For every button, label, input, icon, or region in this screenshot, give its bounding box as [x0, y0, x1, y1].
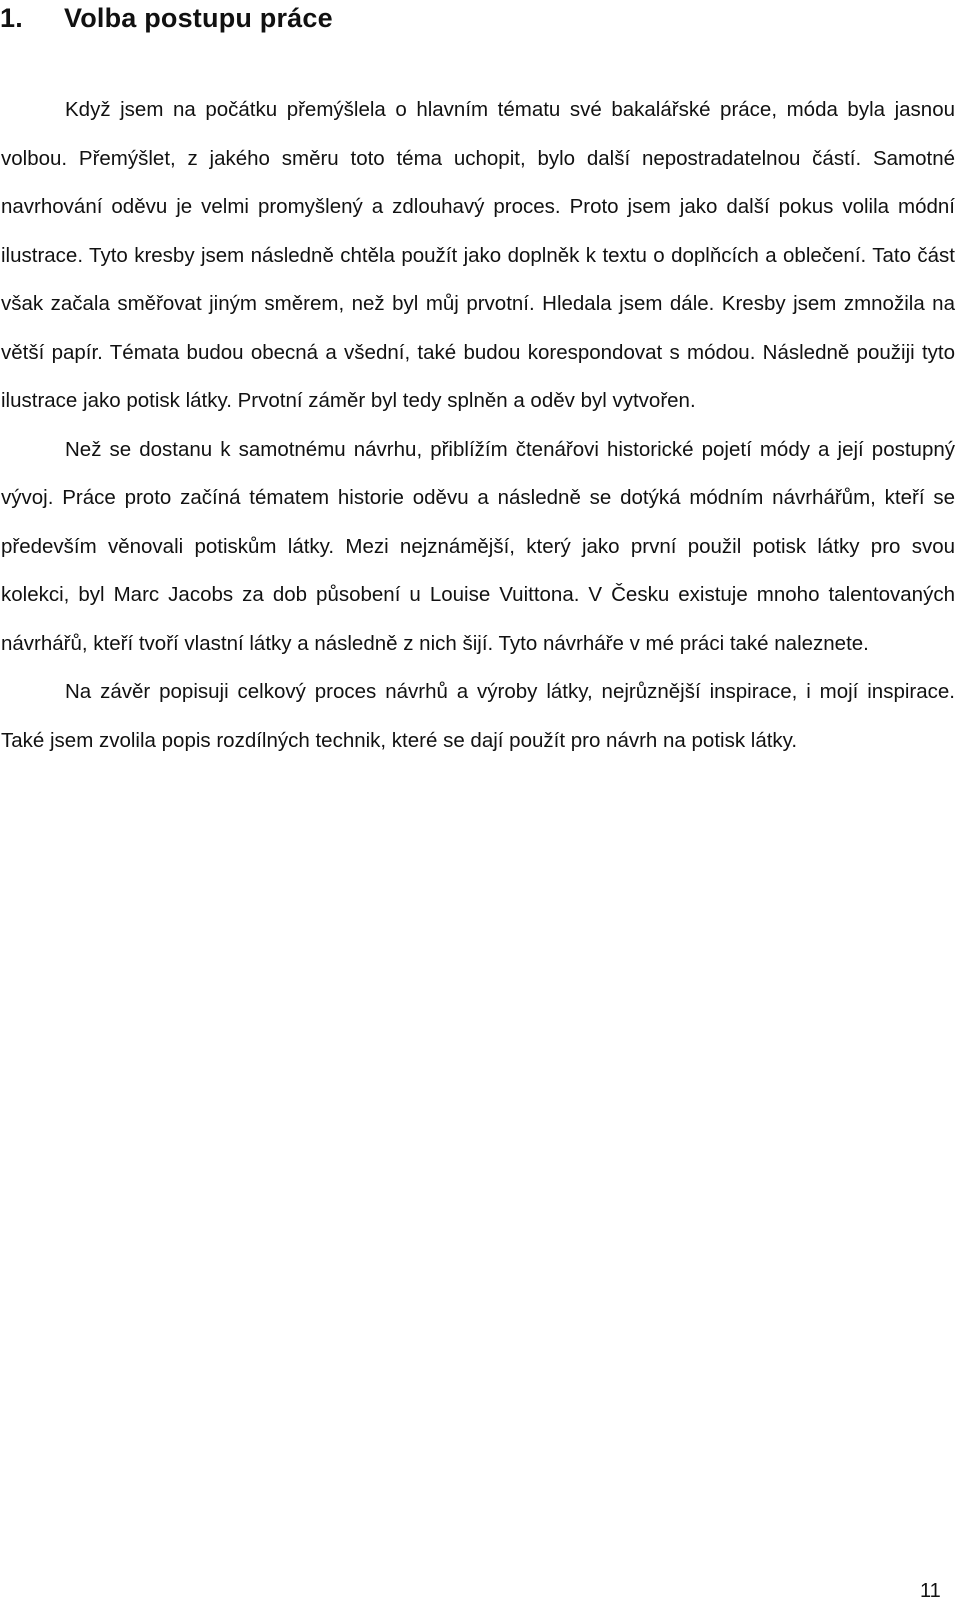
paragraph-2: Než se dostanu k samotnému návrhu, přiblížím čtenářovi historické pojetí módy a její postupný vývoj. Práce proto začíná tématem historie oděvu a následně se dotýká módním návrhářům, kteří se především věnovali potiskům látky. Mezi nejznámější, který jako první použil potisk látky pro svou kolekci, byl Marc Jacobs za dob působení u Louise Vuittona. V Česku existuje mnoho talentovaných návrhářů, kteří tvoří vlastní látky a následně z nich šijí. Tyto návrháře v mé práci také naleznete. [1, 437, 955, 655]
chapter-heading [0, 0, 333, 36]
chapter-number: 1. [0, 3, 23, 33]
paragraph-1: Když jsem na počátku přemýšlela o hlavním tématu své bakalářské práce, móda byla jasnou volbou. Přemýšlet, z jakého směru toto téma uchopit, bylo další nepostradatelnou částí. Samotné navrhování oděvu je velmi promyšlený a zdlouhavý proces. Proto jsem jako další pokus volila módní ilustrace. Tyto kresby jsem následně chtěla použít jako doplněk k textu o doplňcích a oblečení. Tato část však začala směřovat jiným směrem, než byl můj prvotní. Hledala jsem dále. Kresby jsem zmnožila na větší papír. Témata budou obecná a všední, také budou korespondovat s módou. Následně použiji tyto ilustrace jako potisk látky. Prvotní záměr byl tedy splněn a oděv byl vytvořen. [1, 98, 955, 412]
chapter-title: Volba postupu práce [64, 3, 333, 33]
paragraph-3: Na závěr popisuji celkový proces návrhů a výroby látky, nejrůznější inspirace, i mojí inspirace. Také jsem zvolila popis rozdílných technik, které se dají použít pro návrh na potisk látky. [1, 680, 955, 752]
body-text [1, 86, 955, 765]
page-number: 11 [920, 1580, 941, 1602]
